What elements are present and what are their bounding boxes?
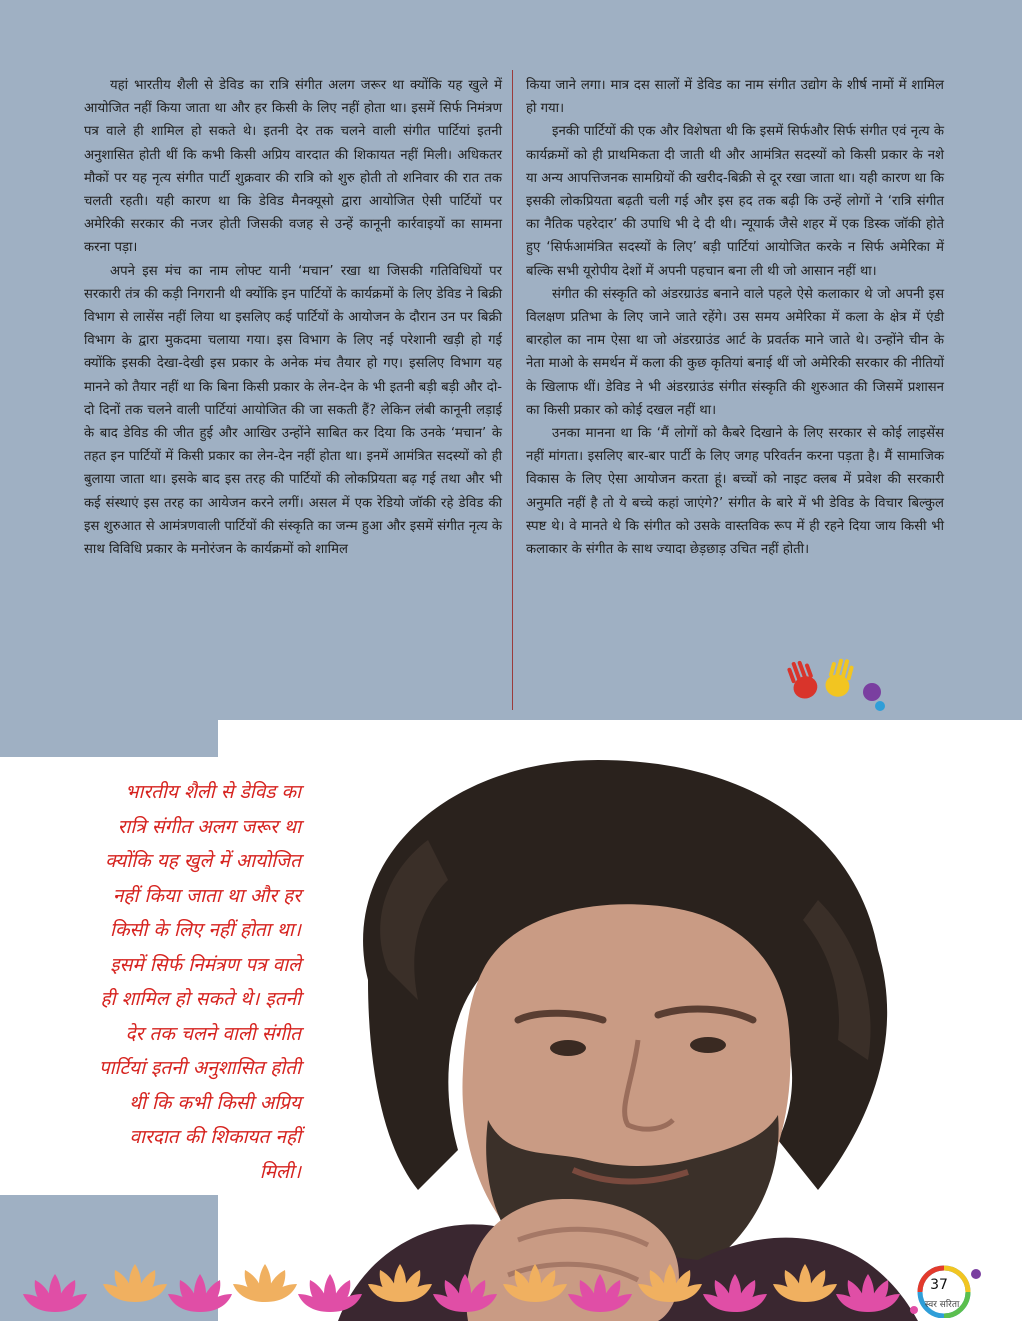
quote-line: वारदात की शिकायत नहीं: [129, 1126, 301, 1148]
paragraph: इनकी पार्टियों की एक और विशेषता थी कि इसमें सिर्फऔर सिर्फ संगीत एवं नृत्य के कार्यक्रमों को ही प्राथमिकता दी जाती थी और आमंत्रित सदस्यों को किसी प्रकार के नशे या अन्य आपत्तिजनक सामग्रियों की खरीद-बिक्री से दूर रखा जाता था। यही कारण था कि इसकी लोकप्रियता बढ़ती चली गई और इस हद तक बढ़ी कि उन्हें लोगों ने ‘रात्रि संगीत का नैतिक पहरेदार’ की उपाधि भी दे दी थी। न्यूयार्क जैसे शहर में एक डिस्क जॉकी होते हुए ‘सिर्फआमंत्रित सदस्यों के लिए’ बड़ी पार्टियां आयोजित करके न सिर्फ अमेरिका में बल्कि सभी यूरोपीय देशों में अपनी पहचान बना ली थी जो आसान नहीं था।: [526, 124, 944, 279]
portrait-illustration-icon: [218, 720, 1022, 1321]
paragraph: किया जाने लगा। मात्र दस सालों में डेविड का नाम संगीत उद्योग के शीर्ष नामों में शामिल हो गया।: [526, 78, 944, 117]
paragraph: संगीत की संस्कृति को अंडरग्राउंड बनाने वाले पहले ऐसे कलाकार थे जो अपनी इस विलक्षण प्रतिभा के लिए जाने जाते रहेंगे। उस समय अमेरिका में कला के क्षेत्र में एंडी बारहोल का नाम ऐसा था जो अंडरग्राउंड आर्ट के प्रवर्तक माने जाते थे। उन्होंने चीन के नेता माओ के समर्थन में कला की कुछ कृतियां बनाई थीं जो अमेरिकी सरकार की नीतियों के खिलाफ थीं। डेविड ने भी अंडरग्राउंड संगीत संस्कृति की शुरुआत की जिसमें प्रशासन का किसी प्रकार को कोई दखल नहीं था।: [526, 286, 944, 418]
quote-line: पार्टियां इतनी अनुशासित होती: [98, 1057, 301, 1079]
article-column-right: [526, 74, 944, 561]
pull-quote: [41, 775, 301, 1189]
quote-line: नहीं किया जाता था और हर: [112, 884, 301, 907]
quote-line: किसी के लिए नहीं होता था।: [110, 919, 301, 941]
magazine-brand: स्वर सरिता: [924, 1300, 960, 1310]
quote-line: मिली।: [259, 1160, 301, 1183]
quote-line: इसमें सिर्फ निमंत्रण पत्र वाले: [110, 953, 301, 976]
article-column-left: [84, 74, 502, 561]
lotus-border-icon: [0, 1240, 900, 1321]
paragraph: यहां भारतीय शैली से डेविड का रात्रि संगीत अलग जरूर था क्योंकि यह खुले में आयोजित नहीं किया जाता था और हर किसी के लिए नहीं होता था। इसमें सिर्फ निमंत्रण पत्र वाले ही शामिल हो सकते थे। इतनी देर तक चलने वाली संगीत पार्टियां इतनी अनुशासित होती थीं कि कभी किसी अप्रिय वारदात की शिकायत नहीं मिली। अधिकतर मौकों पर यह नृत्य संगीत पार्टी शुक्रवार की रात्रि को शुरु होती तो शनिवार की रात तक चलती रहती। यही कारण था कि डेविड मैनक्यूसो द्वारा आयोजित ऐसी पार्टियों पर अमेरिकी सरकार की नजर होती जिसकी वजह से उन्हें कानूनी कार्रवाइयों का सामना करना पड़ा।: [84, 78, 502, 256]
quote-line: ही शामिल हो सकते थे। इतनी: [100, 988, 301, 1010]
quote-line: देर तक चलने वाली संगीत: [125, 1022, 301, 1045]
quote-line: क्योंकि यह खुले में आयोजित: [105, 850, 301, 872]
page-number: 37: [930, 1277, 948, 1293]
portrait-photo: [218, 720, 1022, 1321]
quote-line: थीं कि कभी किसी अप्रिय: [128, 1091, 301, 1114]
column-divider: [512, 70, 513, 710]
paragraph: उनका मानना था कि ‘मैं लोगों को कैबरे दिखाने के लिए सरकार से कोई लाइसेंस नहीं मांगता। इसलिए बार-बार पार्टी के लिए जगह परिवर्तन करना पड़ता है। मैं सामाजिक विकास के लिए ऐसा आयोजन करता हूं। बच्चों को नाइट क्लब में प्रवेश की सरकारी अनुमति नहीं है तो ये बच्चे कहां जाएंगे?’ संगीत के बारे में भी डेविड के विचार बिल्कुल स्पष्ट थे। वे मानते थे कि संगीत को उसके वास्तविक रूप में ही रहने दिया जाय किसी भी कलाकार के संगीत के साथ ज्यादा छेड़छाड़ उचित नहीं होती।: [526, 426, 944, 558]
pull-quote-panel: [0, 757, 323, 1195]
quote-line: रात्रि संगीत अलग जरूर था: [117, 815, 301, 838]
handprint-decoration-icon: [780, 648, 890, 718]
quote-line: भारतीय शैली से डेविड का: [125, 781, 301, 803]
paragraph: अपने इस मंच का नाम लोफ्ट यानी ‘मचान’ रखा था जिसकी गतिविधियों पर सरकारी तंत्र की कड़ी निगरानी थी क्योंकि इन पार्टियों के कार्यक्रमों के लिए डेविड ने बिक्री विभाग से लासेंस नहीं लिया था इसलिए कई पार्टियों के आयोजन के दौरान उन पर बिक्री विभाग के द्वारा मुकदमा चलाया गया। इस विभाग के लिए नई परेशानी खड़ी हो गई क्योंकि इसकी देखा-देखी इस प्रकार के अनेक मंच तैयार हो गए। इसलिए विभाग यह मानने को तैयार नहीं था कि बिना किसी प्रकार के लेन-देन के भी इतनी बड़ी बड़ी और दो-दो दिनों तक चलने वाली पार्टियां आयोजित की जा सकती हैं? लेकिन लंबी कानूनी लड़ाई के बाद डेविड की जीत हुई और आखिर उन्होंने साबित कर दिया कि उनके ‘मचान’ के तहत इन पार्टियों में किसी प्रकार का लेन-देन नहीं होता था। इनमें आमंत्रित सदस्यों को ही बुलाया जाता था। इसके बाद इस तरह की पार्टियों की लोकप्रियता बढ़ गई तथा और भी कई संस्थाएं इस तरह का आयेजन करने लगीं। असल में एक रेडियो जॉकी रहे डेविड की इस शुरुआत से आमंत्रणवाली पार्टियों की संस्कृति का जन्म हुआ और इसमें संगीत नृत्य के साथ विविधि प्रकार के मनोरंजन के कार्यक्रमों को शामिल: [84, 263, 502, 558]
